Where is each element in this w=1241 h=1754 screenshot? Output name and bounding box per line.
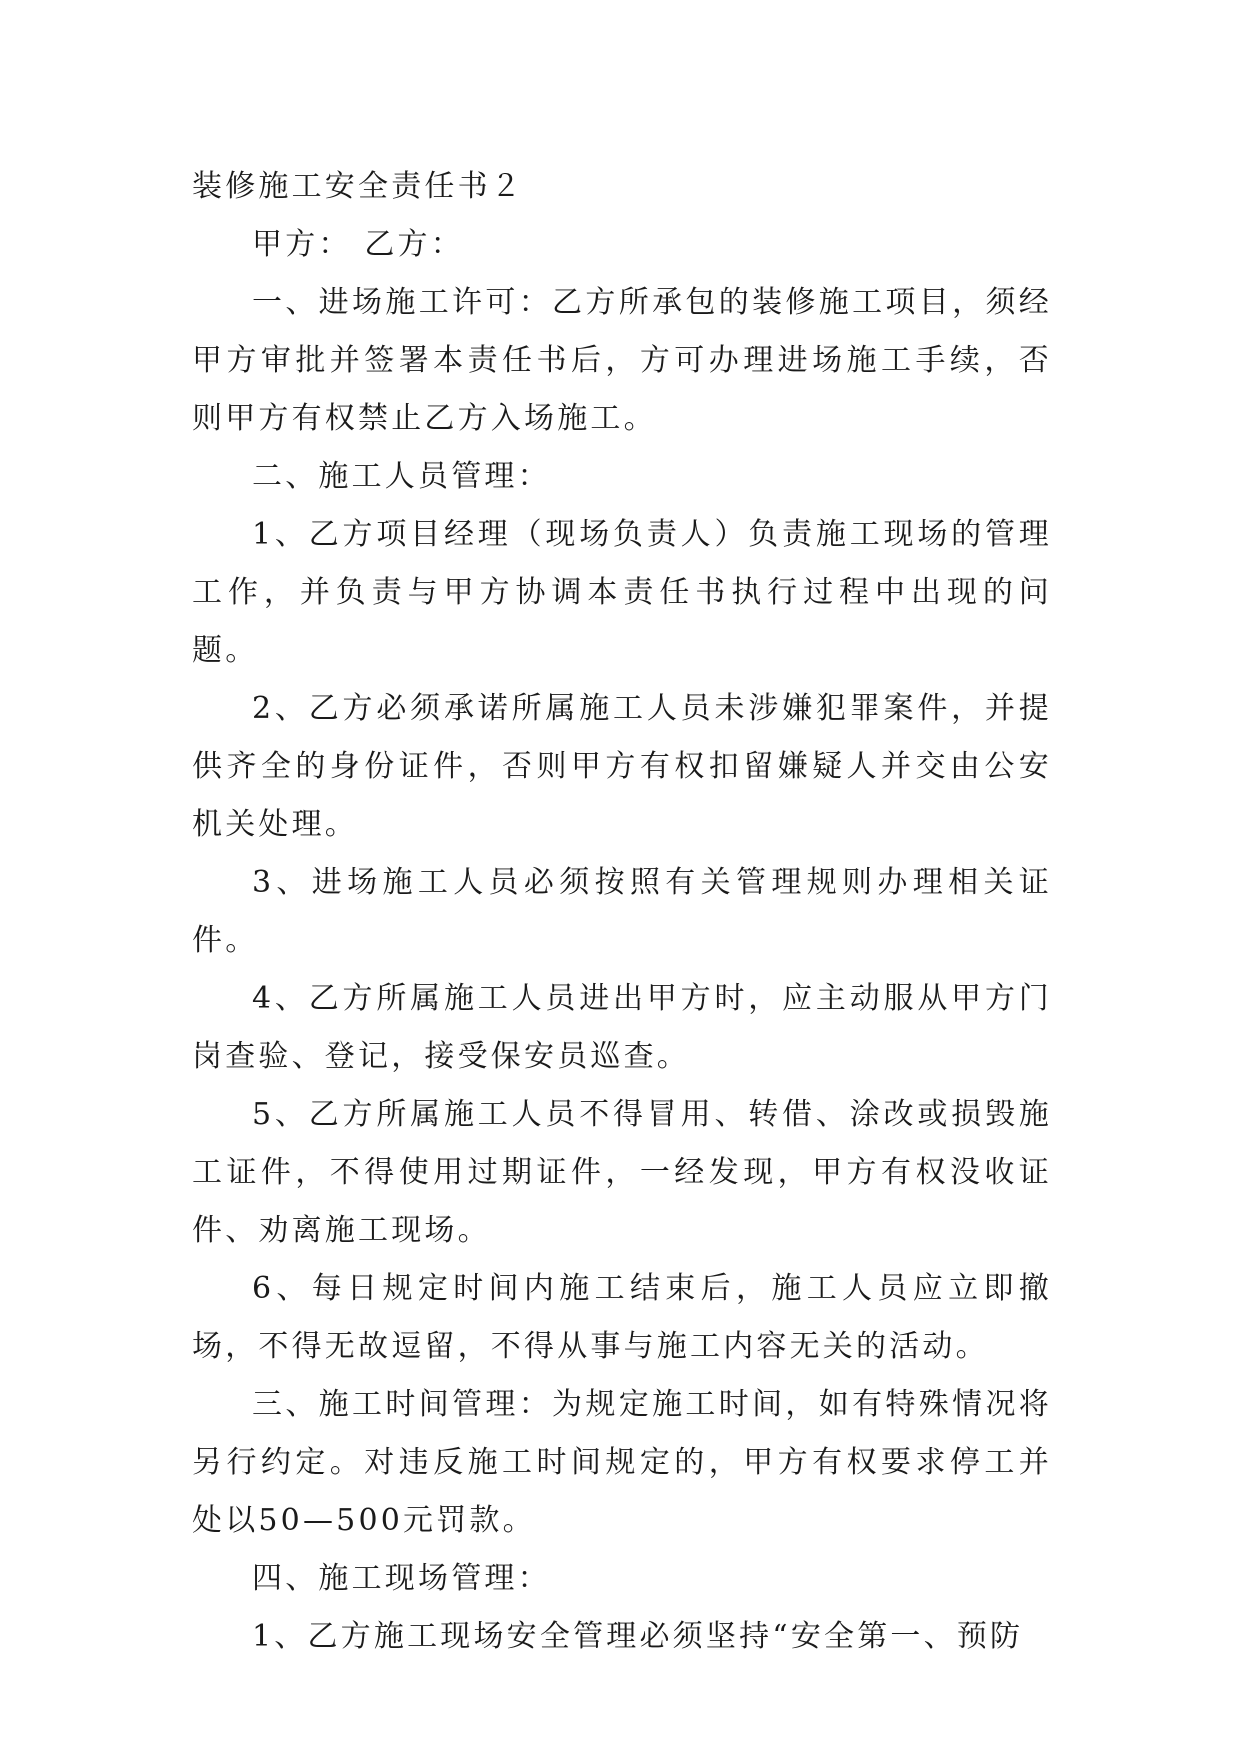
site-clause-1: 1、乙方施工现场安全管理必须坚持“安全第一、预防 [252, 1619, 1024, 1654]
section-heading-personnel: 二、施工人员管理： [252, 459, 551, 494]
clause-entry-permit: 一、进场施工许可：乙方所承包的装修施工项目，须经甲方审批并签署本责任书后，方可办理进场施工手续，否则甲方有权禁止乙方入场施工。 [192, 285, 1052, 436]
personnel-clause-5: 5、乙方所属施工人员不得冒用、转借、涂改或损毁施工证件，不得使用过期证件，一经发现，甲方有权没收证件、劝离施工现场。 [192, 1097, 1052, 1248]
section-heading-site: 四、施工现场管理： [252, 1561, 551, 1596]
document-title: 装修施工安全责任书２ [192, 169, 524, 204]
personnel-clause-6: 6、每日规定时间内施工结束后，施工人员应立即撤场，不得无故逗留，不得从事与施工内容无关的活动。 [192, 1271, 1052, 1364]
party-line: 甲方： 乙方： [252, 227, 464, 262]
clause-work-hours: 三、施工时间管理：为规定施工时间，如有特殊情况将另行约定。对违反施工时间规定的，甲方有权要求停工并处以50—500元罚款。 [192, 1387, 1052, 1538]
personnel-clause-3: 3、进场施工人员必须按照有关管理规则办理相关证件。 [192, 865, 1052, 958]
personnel-clause-2: 2、乙方必须承诺所属施工人员未涉嫌犯罪案件，并提供齐全的身份证件，否则甲方有权扣留嫌疑人并交由公安机关处理。 [192, 691, 1052, 842]
personnel-clause-1: 1、乙方项目经理（现场负责人）负责施工现场的管理工作，并负责与甲方协调本责任书执行过程中出现的问题。 [192, 517, 1052, 668]
personnel-clause-4: 4、乙方所属施工人员进出甲方时，应主动服从甲方门岗查验、登记，接受保安员巡查。 [192, 981, 1052, 1074]
document-body [192, 158, 1052, 1666]
